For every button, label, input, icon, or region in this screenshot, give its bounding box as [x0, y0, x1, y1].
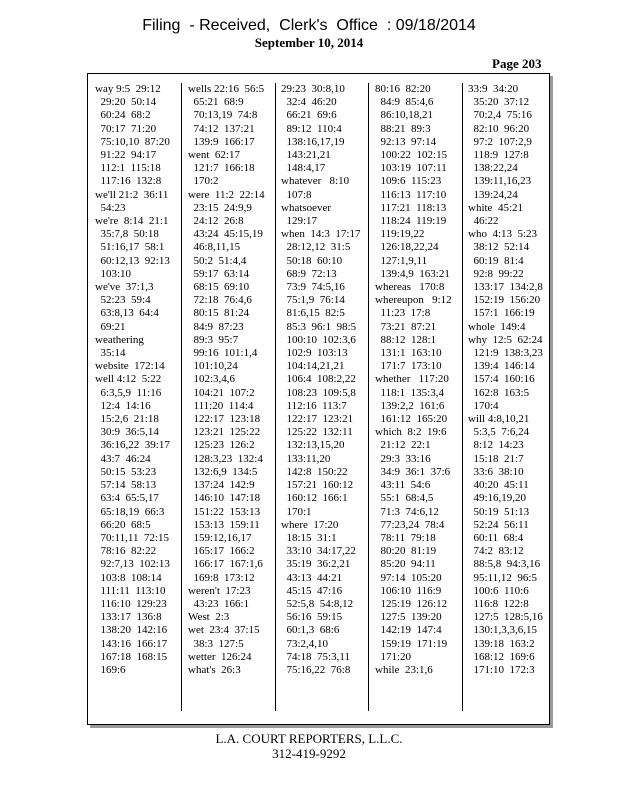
- word-index-box: [87, 73, 550, 725]
- index-column-text: 29:23 30:8,10 32:4 46:20 66:21 69:6 89:12 110:4 138:16,17,19 143:21,21 148:4,17 whatever 8:10 107:8 whatsoever 129:17 when 14:3 17:17 28:12,12 31:5 50:18 60:10 68:9 72:13 73:9 74:5,16 75:1,9 76:14 81:6,15 82:5 85:3 96:1 98:5 100:10 102:3,6 102:9 103:13 104:14,21,21 106:4 108:2,22 108:23 109:5,8 112:16 113:7 122:17 123:21 125:22 132:11 132:13,15,20 133:11,20 142:8 150:22 157:21 160:12 160:12 166:1 170:1 where 17:20 18:15 31:1 33:10 34:17,22 35:19 36:2,21 43:13 44:21 45:15 47:16 52:5,8 54:8,12 56:16 59:15 60:1,3 68:6 73:2,4,10 74:18 75:3,11 75:16,22 76:8: [281, 83, 361, 676]
- column-divider: [368, 83, 369, 711]
- hearing-date: September 10, 2014: [254, 35, 364, 50]
- index-column-5: [468, 83, 543, 677]
- page-footer: [0, 731, 618, 761]
- index-column-4: [375, 83, 452, 677]
- court-reporter-name: L.A. COURT REPORTERS, L.L.C.: [215, 731, 403, 746]
- index-column-1: [95, 83, 170, 677]
- index-column-text: 33:9 34:20 35:20 37:12 70:2,4 75:16 82:10 96:20 97:2 107:2,9 118:9 127:8 138:22,24 139:11,16,23 139:24,24 white 45:21 46:22 who 4:13 5:23 38:12 52:14 60:19 81:4 92:8 99:22 133:17 134:2,8 152:19 156:20 157:1 166:19 whole 149:4 why 12:5 62:24 121:9 138:3,23 139:4 146:14 157:4 160:16 162:8 163:5 170:4 will 4:8,10,21 5:3,5 7:6,24 8:12 14:23 15:18 21:7 33:6 38:10 40:20 45:11 49:16,19,20 50:19 51:13 52:24 56:11 60:11 68:4 74:2 83:12 88:5,8 94:3,16 95:11,12 96:5 100:6 110:6 116:8 122:8 127:5 128:5,16 130:1,3,3,6,15 139:18 163:2 168:12 169:6 171:10 172:3: [468, 83, 543, 676]
- index-column-text: way 9:5 29:12 29:20 50:14 60:24 68:2 70:17 71:20 75:10,10 87:20 91:22 94:17 112:1 115:18 117:16 132:8 we'll 21:2 36:11 54:23 we're 8:14 21:1 35:7,8 50:18 51:16,17 58:1 60:12,13 92:13 103:10 we've 37:1,3 52:23 59:4 63:8,13 64:4 69:21 weathering 35:14 website 172:14 well 4:12 5:22 6:3,5,9 11:16 12:4 14:16 15:2,6 21:18 30:9 36:5,14 36:16,22 39:17 43:7 46:24 50:15 53:23 57:14 58:13 63:4 65:5,17 65:18,19 66:3 66:20 68:5 70:11,11 72:15 78:16 82:22 92:7,13 102:13 103:8 108:14 111:11 113:10 116:10 129:23 133:17 136:8 138:20 142:16 143:16 166:17 167:18 168:15 169:6: [95, 83, 170, 676]
- page-header: [0, 17, 618, 51]
- index-column-text: 80:16 82:20 84:9 85:4,6 86:10,18,21 88:21 89:3 92:13 97:14 100:22 102:15 103:19 107:11 109:6 115:23 116:13 117:10 117:21 118:13 118:24 119:19 119:19,22 126:18,22,24 127:1,9,11 139:4,9 163:21 whereas 170:8 whereupon 9:12 11:23 17:8 73:21 87:21 88:12 128:1 131:1 163:10 171:7 173:10 whether 117:20 118:1 135:3,4 139:2,2 161:6 161:12 165:20 which 8:2 19:6 21:12 22:1 29:3 33:16 34:9 36:1 37:6 43:11 54:6 55:1 68:4,5 71:3 74:6,12 77:23,24 78:4 78:11 79:18 80:20 81:19 85:20 94:11 97:14 105:20 106:10 116:9 125:19 126:12 127:5 139:20 142:19 147:4 159:19 171:19 171:20 while 23:1,6: [375, 83, 452, 676]
- index-column-text: wells 22:16 56:5 65:21 68:9 70:13,19 74:8 74:12 137:21 139:9 166:17 went 62:17 121:7 166:18 170:2 were 11:2 22:14 23:15 24:9,9 24:12 26:8 43:24 45:15,19 46:8,11,15 50:2 51:4,4 59:17 63:14 68:15 69:10 72:18 76:4,6 80:15 81:24 84:9 87:23 89:3 95:7 99:16 101:1,4 101:10,24 102:3,4,6 104:21 107:2 111:20 114:4 122:17 123:18 123:21 125:22 125:23 126:2 128:3,23 132:4 132:6,9 134:5 137:24 142:9 146:10 147:18 151:22 153:13 153:13 159:11 159:12,16,17 165:17 166:2 166:17 167:1,6 169:8 173:12 weren't 17:23 43:23 166:1 West 2:3 wet 23:4 37:15 38:3 127:5 wetter 126:24 what's 26:3: [188, 83, 265, 676]
- column-divider: [275, 83, 276, 711]
- page-number: Page 203: [492, 56, 542, 71]
- column-divider: [462, 83, 463, 711]
- index-column-3: [281, 83, 360, 677]
- index-column-2: [188, 83, 265, 677]
- court-reporter-phone: 312-419-9292: [272, 746, 346, 761]
- column-divider: [181, 83, 182, 711]
- filing-stamp: Filing - Received, Clerk's Office : 09/18/2014: [142, 17, 476, 34]
